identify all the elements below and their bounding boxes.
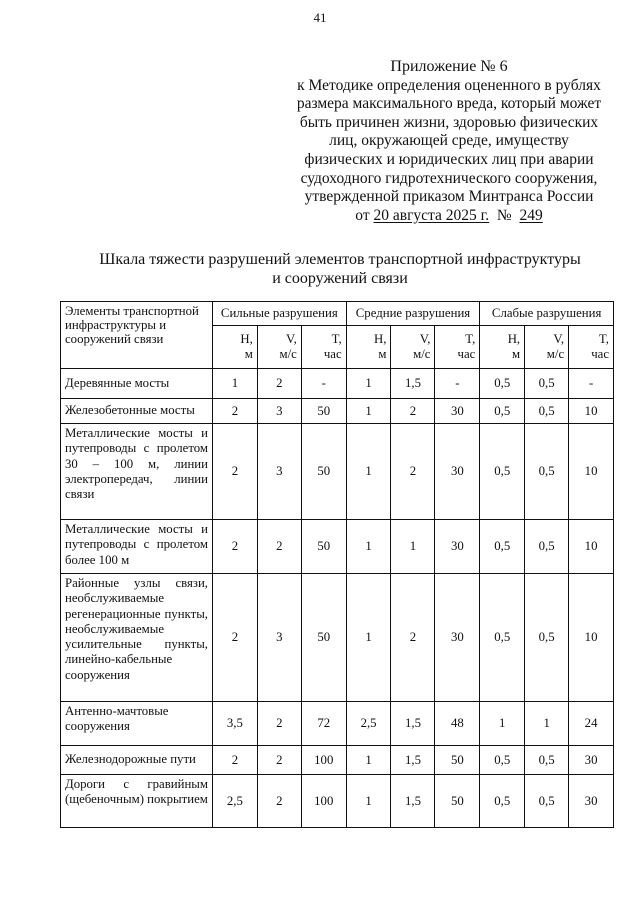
- approval-prefix: от: [355, 206, 370, 224]
- unit-header-h: [213, 326, 258, 369]
- unit-symbol: V,: [553, 332, 565, 346]
- appendix-line: к Методике определения оцененного в рублях: [297, 76, 601, 94]
- value-cell: 3: [257, 424, 301, 520]
- destruction-scale-table: [60, 301, 614, 828]
- group-header-strong: Сильные разрушения: [213, 302, 347, 326]
- unit-header-v: [391, 326, 435, 369]
- value-cell: 0,5: [480, 399, 525, 424]
- value-cell: 100: [301, 775, 346, 828]
- value-cell: 48: [435, 702, 480, 746]
- unit-header-t: [301, 326, 346, 369]
- unit-label: час: [323, 347, 342, 361]
- value-cell: 1,5: [391, 775, 435, 828]
- approval-number: 249: [519, 206, 543, 224]
- table-row: [61, 424, 614, 520]
- value-cell: 1: [213, 369, 258, 399]
- value-cell: 0,5: [525, 574, 569, 702]
- value-cell: 0,5: [525, 520, 569, 574]
- element-name-cell: Металлические мосты и путепроводы с пролетом 30 – 100 м, линии электропередач, линии связи: [61, 424, 213, 520]
- value-cell: -: [569, 369, 614, 399]
- value-cell: 2: [257, 520, 301, 574]
- value-cell: -: [435, 369, 480, 399]
- value-cell: 2: [213, 520, 258, 574]
- value-cell: 2: [391, 399, 435, 424]
- value-cell: 0,5: [525, 424, 569, 520]
- unit-symbol: V,: [286, 332, 297, 346]
- approval-date: 20 августа 2025 г.: [373, 206, 490, 224]
- value-cell: 50: [301, 520, 346, 574]
- document-title: [60, 250, 620, 288]
- value-cell: 10: [569, 399, 614, 424]
- value-cell: 1: [391, 520, 435, 574]
- elements-column-header: Элементы транспортной инфраструктуры и сооружений связи: [61, 302, 213, 369]
- value-cell: 50: [301, 424, 346, 520]
- value-cell: 1: [346, 424, 391, 520]
- title-line: и сооружений связи: [272, 270, 408, 287]
- table-row: [61, 574, 614, 702]
- value-cell: 1: [346, 520, 391, 574]
- value-cell: 0,5: [525, 775, 569, 828]
- unit-header-h: [480, 326, 525, 369]
- value-cell: 1: [480, 702, 525, 746]
- value-cell: 2: [213, 746, 258, 775]
- value-cell: 72: [301, 702, 346, 746]
- approval-number-prefix: №: [496, 206, 512, 224]
- value-cell: 0,5: [480, 746, 525, 775]
- appendix-line: быть причинен жизни, здоровью физических: [299, 113, 599, 131]
- unit-symbol: V,: [419, 332, 431, 346]
- value-cell: 2: [257, 369, 301, 399]
- unit-symbol: H,: [240, 332, 253, 346]
- unit-label: час: [591, 347, 609, 361]
- value-cell: 2: [257, 775, 301, 828]
- unit-label: м: [244, 347, 253, 361]
- appendix-heading: Приложение № 6: [390, 58, 508, 75]
- unit-header-h: [346, 326, 391, 369]
- value-cell: 1: [346, 775, 391, 828]
- value-cell: 30: [435, 424, 480, 520]
- unit-symbol: H,: [507, 332, 521, 346]
- element-name-cell: Районные узлы связи, необслуживаемые регенерационные пункты, необслуживаемые усилительные пункты, линейно-кабельные сооружения: [61, 574, 213, 702]
- unit-label: м: [378, 347, 387, 361]
- value-cell: 2: [391, 574, 435, 702]
- element-name-cell: Антенно-мачтовые сооружения: [61, 702, 213, 746]
- value-cell: 30: [435, 520, 480, 574]
- value-cell: 0,5: [525, 399, 569, 424]
- value-cell: 1,5: [391, 746, 435, 775]
- unit-label: м/с: [413, 347, 431, 361]
- unit-symbol: T,: [598, 332, 609, 346]
- value-cell: 1: [346, 369, 391, 399]
- value-cell: 30: [569, 775, 614, 828]
- table-row: [61, 369, 614, 399]
- table-body: [61, 369, 614, 828]
- page-number: 41: [313, 10, 327, 25]
- element-name-cell: Металлические мосты и путепроводы с пролетом более 100 м: [61, 520, 213, 574]
- value-cell: 50: [301, 399, 346, 424]
- value-cell: 30: [435, 399, 480, 424]
- value-cell: 50: [435, 775, 480, 828]
- value-cell: 30: [435, 574, 480, 702]
- value-cell: 0,5: [480, 775, 525, 828]
- value-cell: 1: [525, 702, 569, 746]
- value-cell: 2,5: [346, 702, 391, 746]
- appendix-line: лиц, окружающей среде, имуществу: [329, 132, 569, 150]
- unit-header-t: [569, 326, 614, 369]
- approval-line: [284, 207, 614, 226]
- unit-label: м: [512, 347, 521, 361]
- value-cell: 1: [346, 399, 391, 424]
- table-row: [61, 702, 614, 746]
- value-cell: 10: [569, 574, 614, 702]
- value-cell: 3,5: [213, 702, 258, 746]
- value-cell: 0,5: [480, 369, 525, 399]
- value-cell: 2,5: [213, 775, 258, 828]
- appendix-block: [284, 58, 614, 225]
- unit-symbol: T,: [331, 332, 342, 346]
- value-cell: 2: [257, 746, 301, 775]
- value-cell: 3: [257, 574, 301, 702]
- value-cell: 0,5: [480, 574, 525, 702]
- element-name-cell: Железнодорожные пути: [61, 746, 213, 775]
- unit-label: час: [457, 347, 476, 361]
- value-cell: 24: [569, 702, 614, 746]
- appendix-line: утвержденной приказом Минтранса России: [304, 188, 594, 206]
- value-cell: 1: [346, 574, 391, 702]
- unit-header-t: [435, 326, 480, 369]
- appendix-line: физических и юридических лиц при аварии: [304, 150, 594, 168]
- value-cell: 100: [301, 746, 346, 775]
- table-row: [61, 399, 614, 424]
- value-cell: 1,5: [391, 702, 435, 746]
- value-cell: 2: [213, 574, 258, 702]
- appendix-line: размера максимального вреда, который может: [296, 95, 602, 113]
- group-header-weak: Слабые разрушения: [480, 302, 614, 326]
- value-cell: 0,5: [525, 746, 569, 775]
- value-cell: 2: [213, 399, 258, 424]
- element-name-cell: Деревянные мосты: [61, 369, 213, 399]
- title-line: Шкала тяжести разрушений элементов транспортной инфраструктуры: [99, 251, 581, 268]
- table-row: [61, 746, 614, 775]
- value-cell: 50: [301, 574, 346, 702]
- value-cell: 30: [569, 746, 614, 775]
- unit-label: м/с: [546, 347, 565, 361]
- element-name-cell: Железобетонные мосты: [61, 399, 213, 424]
- value-cell: 1: [346, 746, 391, 775]
- appendix-line: судоходного гидротехнического сооружения,: [300, 169, 598, 187]
- unit-symbol: H,: [374, 332, 387, 346]
- table-row: [61, 520, 614, 574]
- value-cell: -: [301, 369, 346, 399]
- value-cell: 2: [391, 424, 435, 520]
- element-name-cell: Дороги с гравийным (щебеночным) покрытием: [61, 775, 213, 828]
- value-cell: 10: [569, 520, 614, 574]
- value-cell: 0,5: [480, 520, 525, 574]
- value-cell: 50: [435, 746, 480, 775]
- value-cell: 0,5: [480, 424, 525, 520]
- unit-label: м/с: [279, 347, 297, 361]
- table-row: [61, 775, 614, 828]
- unit-header-v: [525, 326, 569, 369]
- value-cell: 2: [213, 424, 258, 520]
- unit-header-v: [257, 326, 301, 369]
- value-cell: 10: [569, 424, 614, 520]
- unit-symbol: T,: [465, 332, 476, 346]
- value-cell: 3: [257, 399, 301, 424]
- value-cell: 2: [257, 702, 301, 746]
- value-cell: 0,5: [525, 369, 569, 399]
- group-header-medium: Средние разрушения: [346, 302, 480, 326]
- value-cell: 1,5: [391, 369, 435, 399]
